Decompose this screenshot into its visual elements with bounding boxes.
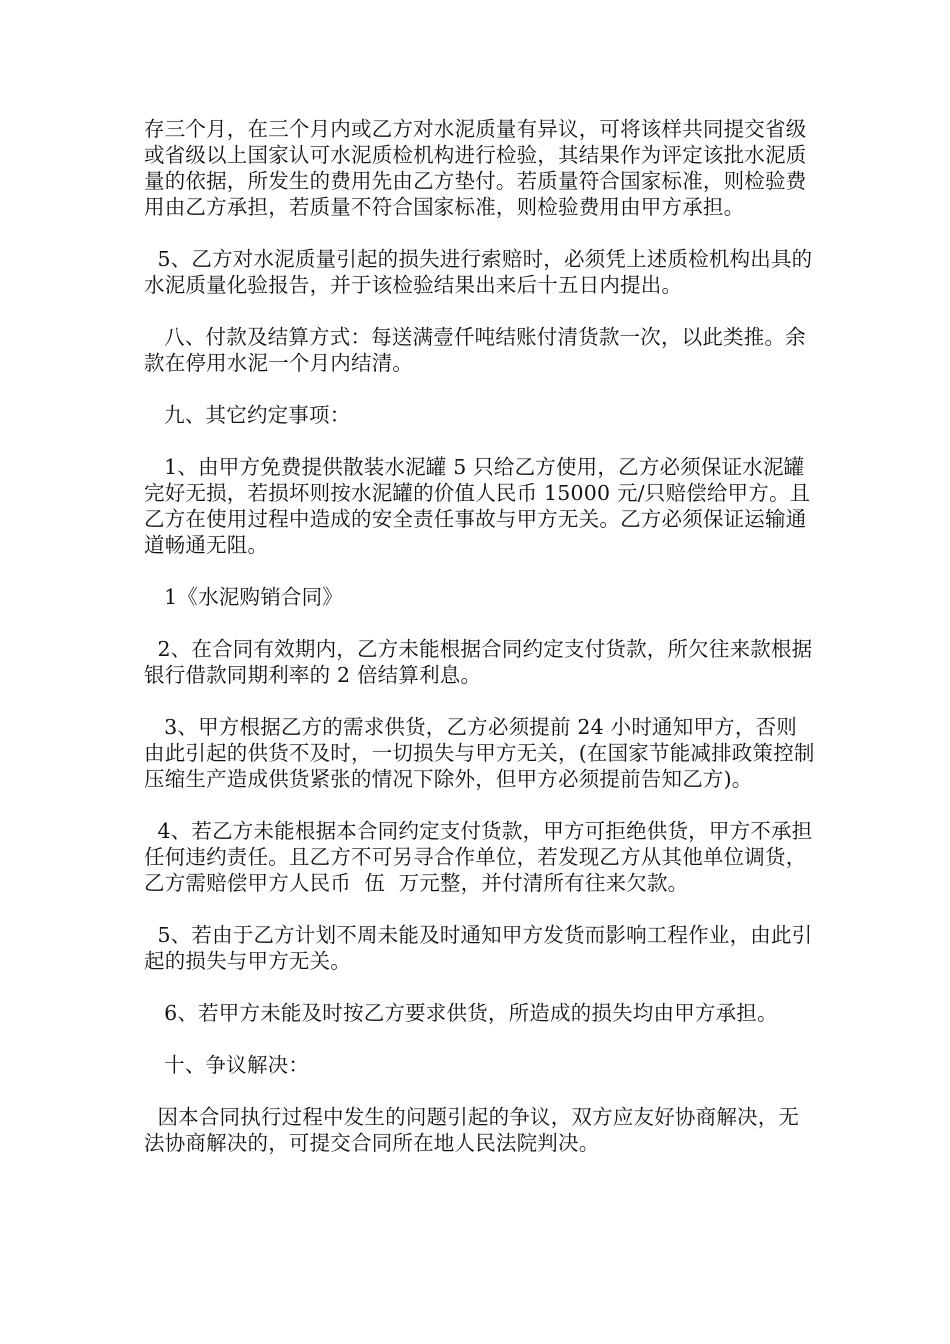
heading-dispute-resolution: 十、争议解决： bbox=[144, 1053, 310, 1077]
paragraph-supply-notice: 3、甲方根据乙方的需求供货，乙方必须提前 24 小时通知甲方，否则由此引起的供货不及时，一切损失与甲方无关，(在国家节能减排政策控制压缩生产造成供货紧张的情况下除外，但甲方必须提前告知乙方)。 bbox=[144, 715, 815, 791]
paragraph-payment-settlement: 八、付款及结算方式：每送满壹仟吨结账付清货款一次，以此类推。余款在停用水泥一个月内结清。 bbox=[144, 325, 806, 375]
contract-body bbox=[144, 116, 816, 1182]
paragraph-refuse-supply: 4、若乙方未能根据本合同约定支付货款，甲方可拒绝供货，甲方不承担任何违约责任。且乙方不可另寻合作单位，若发现乙方从其他单位调货，乙方需赔偿甲方人民币 伍 万元整，并付清所有往来欠款。 bbox=[144, 819, 813, 895]
paragraph-overdue-interest: 2、在合同有效期内，乙方未能根据合同约定支付货款，所欠往来款根据银行借款同期利率的 2 倍结算利息。 bbox=[144, 637, 813, 687]
heading-other-terms: 九、其它约定事项： bbox=[144, 403, 351, 427]
paragraph-planning-loss: 5、若由于乙方计划不周未能及时通知甲方发货而影响工程作业，由此引起的损失与甲方无关。 bbox=[144, 923, 813, 973]
paragraph-cement-tanks: 1、由甲方免费提供散装水泥罐 5 只给乙方使用，乙方必须保证水泥罐完好无损，若损坏则按水泥罐的价值人民币 15000 元/只赔偿给甲方。且乙方在使用过程中造成的安全责任事故与甲方无关。乙方必须保证运输通道畅通无阻。 bbox=[144, 455, 811, 557]
paragraph-supply-failure: 6、若甲方未能及时按乙方要求供货，所造成的损失均由甲方承担。 bbox=[144, 1001, 778, 1025]
heading-contract-title: 1《水泥购销合同》 bbox=[144, 585, 343, 609]
paragraph-dispute-body: 因本合同执行过程中发生的问题引起的争议，双方应友好协商解决，无法协商解决的，可提交合同所在地人民法院判决。 bbox=[144, 1105, 800, 1155]
paragraph-sample-retention: 存三个月，在三个月内或乙方对水泥质量有异议，可将该样共同提交省级或省级以上国家认可水泥质检机构进行检验，其结果作为评定该批水泥质量的依据，所发生的费用先由乙方垫付。若质量符合国家标准，则检验费用由乙方承担，若质量不符合国家标准，则检验费用由甲方承担。 bbox=[144, 117, 807, 219]
paragraph-claim-report: 5、乙方对水泥质量引起的损失进行索赔时，必须凭上述质检机构出具的水泥质量化验报告，并于该检验结果出来后十五日内提出。 bbox=[144, 247, 813, 297]
